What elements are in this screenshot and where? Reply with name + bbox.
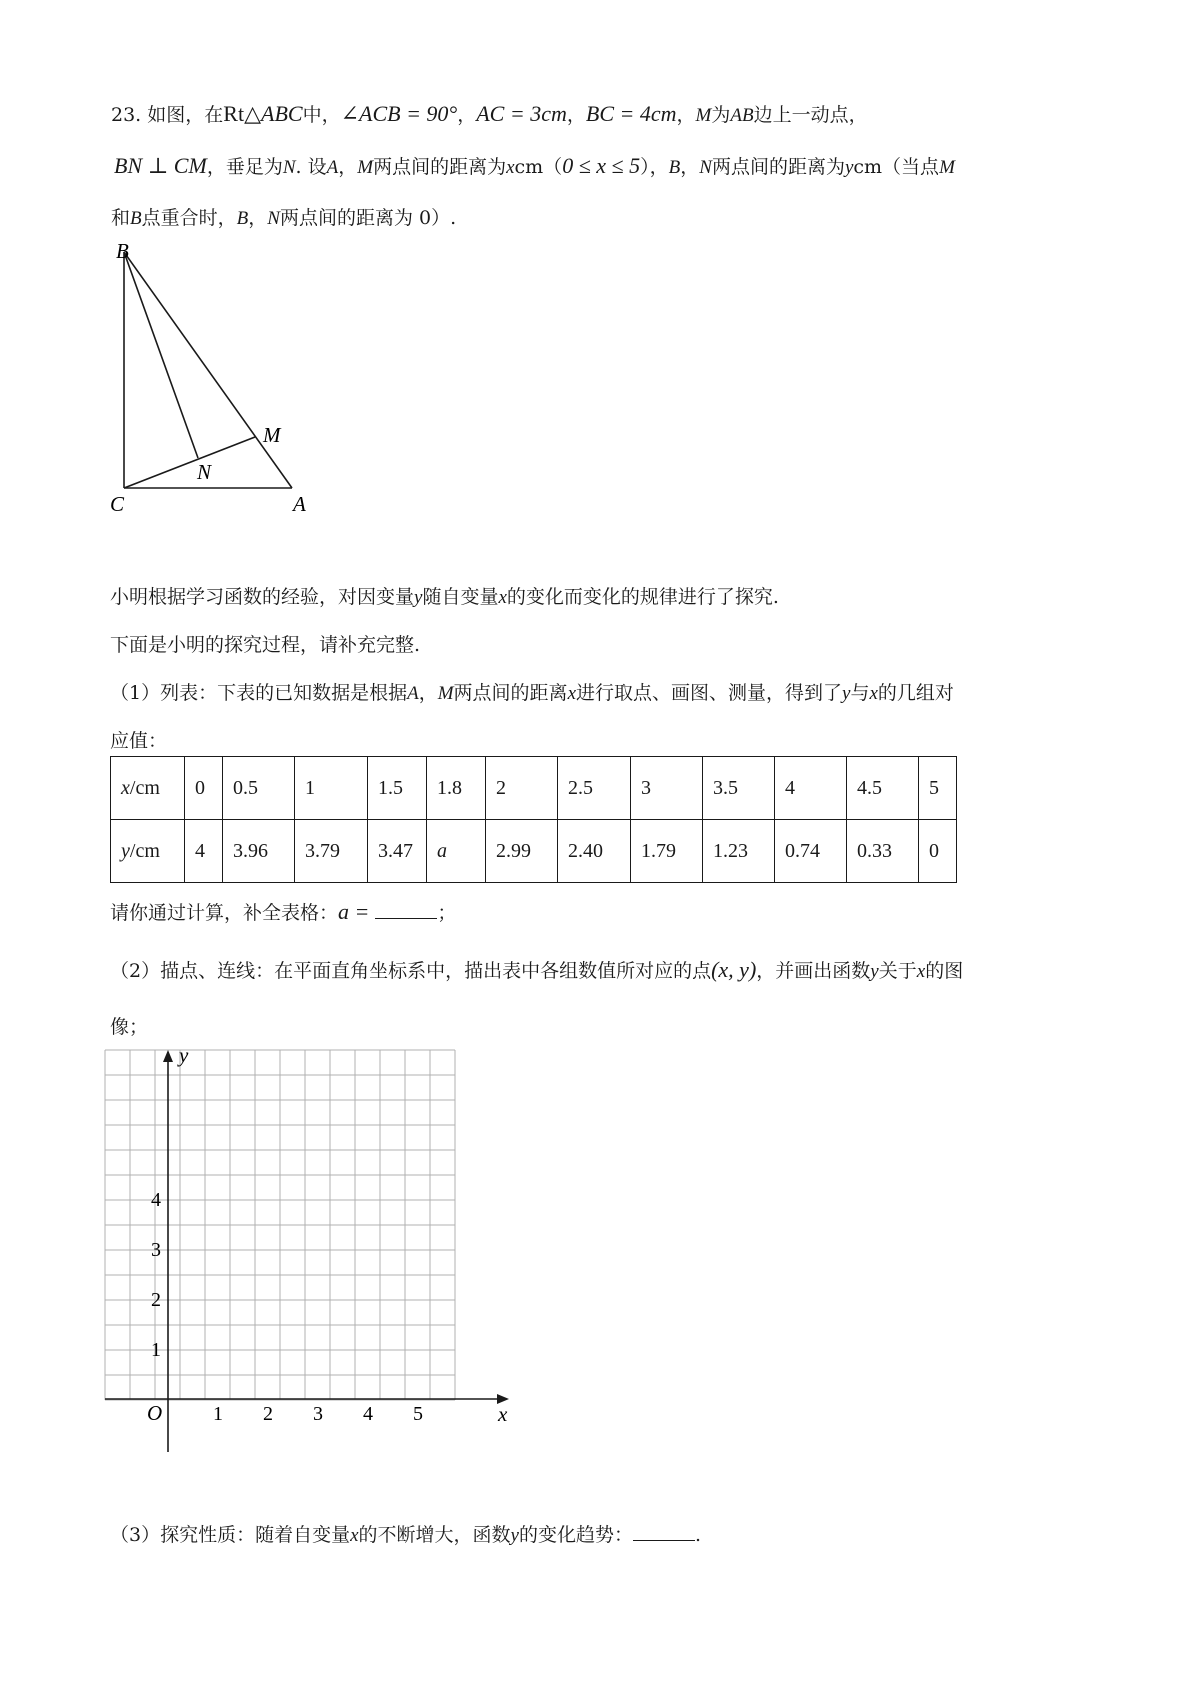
y-tick-label: 2 bbox=[151, 1289, 161, 1311]
part1-fill-line: 请你通过计算，补全表格：a = ； bbox=[110, 899, 457, 924]
table-cell: 0.5 bbox=[223, 757, 295, 820]
label-m: M bbox=[263, 423, 281, 447]
table-cell: 3.79 bbox=[295, 820, 368, 883]
part2-line-2: 像； bbox=[110, 1016, 149, 1038]
bc-length: BC = 4cm bbox=[585, 101, 677, 126]
table-cell: 0.33 bbox=[847, 820, 919, 883]
segment-cm bbox=[124, 437, 255, 488]
problem-number: 23. bbox=[111, 104, 142, 126]
origin-label: O bbox=[147, 1401, 163, 1425]
table-cell: 3 bbox=[631, 757, 703, 820]
table-cell: 3.47 bbox=[368, 820, 427, 883]
ac-length: AC = 3cm bbox=[476, 101, 567, 126]
x-tick-label: 1 bbox=[213, 1403, 223, 1425]
label-b: B bbox=[116, 239, 129, 263]
label-a: A bbox=[293, 492, 306, 516]
label-n: N bbox=[197, 460, 212, 484]
answer-blank-trend[interactable] bbox=[633, 1522, 695, 1541]
table-cell: 3.96 bbox=[223, 820, 295, 883]
table-cell: 2.99 bbox=[486, 820, 558, 883]
y-tick-label: 1 bbox=[151, 1339, 161, 1361]
table-cell: 1 bbox=[295, 757, 368, 820]
x-tick-label: 2 bbox=[263, 1403, 273, 1425]
segment-bn bbox=[124, 252, 198, 458]
segment-ab bbox=[124, 252, 292, 488]
table-cell: 1.8 bbox=[427, 757, 486, 820]
table-cell: 0 bbox=[185, 757, 223, 820]
table-row-y bbox=[111, 820, 957, 883]
coordinate-grid[interactable] bbox=[100, 1040, 520, 1460]
part2-line-1: （2）描点、连线：在平面直角坐标系中，描出表中各组数值所对应的点(x, y)，并画出函数y关于x的图 bbox=[110, 957, 964, 982]
intro-line-1: 小明根据学习函数的经验，对因变量y随自变量x的变化而变化的规律进行了探究. bbox=[110, 586, 779, 608]
part3-line: （3）探究性质：随着自变量x的不断增大，函数y的变化趋势： . bbox=[110, 1524, 702, 1546]
table-header-y: y/cm bbox=[111, 820, 185, 883]
table-cell: 4 bbox=[775, 757, 847, 820]
table-cell: 4 bbox=[185, 820, 223, 883]
table-cell: 2.5 bbox=[558, 757, 631, 820]
table-cell: 2.40 bbox=[558, 820, 631, 883]
label-c: C bbox=[110, 492, 125, 516]
x-tick-label: 3 bbox=[313, 1403, 323, 1425]
x-range: 0 ≤ x ≤ 5 bbox=[562, 153, 641, 178]
triangle-figure bbox=[100, 240, 420, 520]
x-axis-label: x bbox=[498, 1402, 508, 1426]
table-cell: 0 bbox=[919, 820, 957, 883]
table-cell: 4.5 bbox=[847, 757, 919, 820]
table-cell: 3.5 bbox=[703, 757, 775, 820]
angle-condition: ∠ACB = 90° bbox=[340, 101, 458, 126]
table-cell-unknown-a: a bbox=[427, 820, 486, 883]
problem-line-1: 23. 如图，在Rt△ABC中，∠ACB = 90°，AC = 3cm，BC = 4cm，M为AB边上一动点， bbox=[111, 101, 868, 126]
problem-line-3: 和B点重合时，B，N两点间的距离为 0）. bbox=[111, 207, 457, 229]
table-cell: 1.79 bbox=[631, 820, 703, 883]
problem-line-2: BN ⊥ CM，垂足为N. 设A，M两点间的距离为xcm（0 ≤ x ≤ 5），B，N两点间的距离为ycm（当点M bbox=[114, 153, 955, 178]
x-tick-label: 4 bbox=[363, 1403, 373, 1425]
table-cell: 2 bbox=[486, 757, 558, 820]
table-cell: 5 bbox=[919, 757, 957, 820]
y-axis-arrow bbox=[163, 1050, 173, 1062]
data-table bbox=[110, 756, 957, 883]
y-tick-label: 4 bbox=[151, 1189, 161, 1211]
perpendicular-condition: BN ⊥ CM bbox=[114, 153, 207, 178]
y-axis-label: y bbox=[179, 1043, 189, 1067]
table-row-x bbox=[111, 757, 957, 820]
part1-line-2: 应值： bbox=[110, 730, 168, 752]
x-tick-label: 5 bbox=[413, 1403, 423, 1425]
point-notation: (x, y) bbox=[711, 957, 757, 982]
table-header-x: x/cm bbox=[111, 757, 185, 820]
part1-line-1: （1）列表：下表的已知数据是根据A，M两点间的距离x进行取点、画图、测量，得到了y与x的几组对 bbox=[110, 682, 954, 704]
table-cell: 1.5 bbox=[368, 757, 427, 820]
table-cell: 0.74 bbox=[775, 820, 847, 883]
table-cell: 1.23 bbox=[703, 820, 775, 883]
y-tick-label: 3 bbox=[151, 1239, 161, 1261]
intro-line-2: 下面是小明的探究过程，请补充完整. bbox=[110, 634, 421, 656]
answer-blank-a[interactable] bbox=[375, 900, 437, 919]
